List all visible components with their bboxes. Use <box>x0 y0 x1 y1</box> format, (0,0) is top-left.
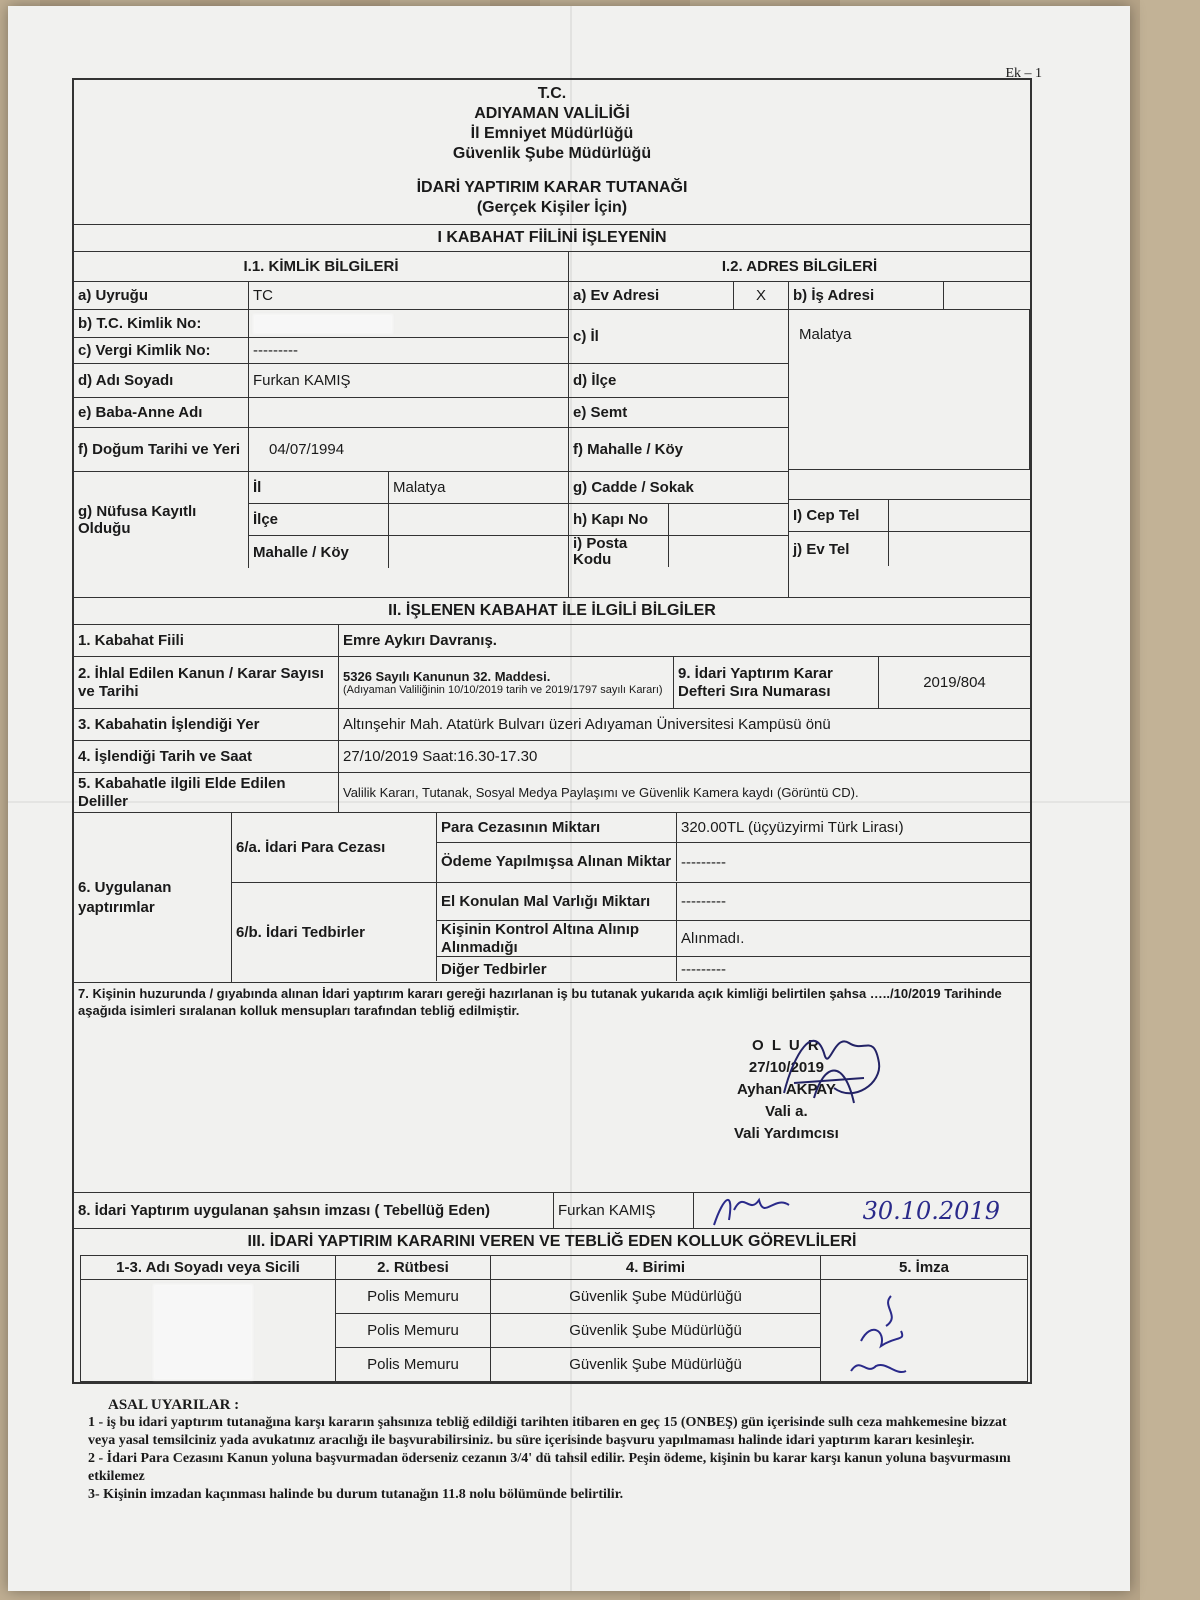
governor-signature-icon <box>754 1013 894 1123</box>
fine-amount-value: 320.00TL (üçyüzyirmi Türk Lirası) <box>681 819 904 836</box>
officer-rank: Polis Memuru <box>336 1280 491 1314</box>
place-label: 3. Kabahatin İşlendiği Yer <box>74 709 339 740</box>
table-row <box>81 1280 1028 1314</box>
officer-signature-icon <box>841 1286 931 1381</box>
warning-3: 3- Kişinin imzadan kaçınması halinde bu durum tutanağın 11.8 nolu bölümünde belirtilir. <box>88 1487 624 1502</box>
registry-mahalle-label: Mahalle / Köy <box>249 536 389 568</box>
addr-ilce-label: d) İlçe <box>573 372 617 389</box>
tc-id-label: b) T.C. Kimlik No: <box>74 310 249 337</box>
birth-value: 04/07/1994 <box>269 441 345 458</box>
officer-names <box>81 1280 336 1382</box>
offense-label: 1. Kabahat Fiili <box>74 625 339 656</box>
signee-signature-icon <box>704 1185 804 1235</box>
warnings <box>88 1396 1028 1504</box>
other-measures-value: --------- <box>681 960 726 978</box>
place-value: Altınşehir Mah. Atatürk Bulvarı üzeri Adıyaman Üniversitesi Kampüsü önü <box>343 716 831 733</box>
evidence-value: Valilik Kararı, Tutanak, Sosyal Medya Paylaşımı ve Güvenlik Kamera kaydı (Görüntü CD). <box>343 785 859 800</box>
custody-label: Kişinin Kontrol Altına Alınıp Alınmadığı <box>437 921 677 956</box>
sanctions-label: 6. Uygulanan yaptırımlar <box>74 813 232 982</box>
parents-label: e) Baba-Anne Adı <box>74 398 249 427</box>
addr-il-value: Malatya <box>789 310 1030 470</box>
signee-date: 30.10.2019 <box>862 1196 1000 1225</box>
notification-text: 7. Kişinin huzurunda / gıyabında alınan İdari yaptırım kararı gereği hazırlanan iş bu tutanak yukarıda açık kimliği belirtilen şahsa …../10/2019 Tarihinde aşağıda isimleri sıralanan kolluk mensupları tarafından tebliğ edilmiştir. <box>78 986 1002 1018</box>
officers-table <box>80 1255 1028 1382</box>
registry-il-value: Malatya <box>393 479 446 496</box>
ledger-label: 9. İdari Yaptırım Karar Defteri Sıra Numarası <box>674 657 879 708</box>
parents-value <box>249 398 568 427</box>
form-frame <box>72 78 1032 1384</box>
identity-title: I.1. KİMLİK BİLGİLERİ <box>243 258 399 275</box>
birth-label: f) Doğum Tarihi ve Yeri <box>74 428 249 471</box>
seized-value: --------- <box>681 893 726 910</box>
header-signature: 5. İmza <box>821 1256 1028 1280</box>
evidence-label: 5. Kabahatle ilgili Elde Edilen Deliller <box>74 773 339 812</box>
custody-value: Alınmadı. <box>681 930 745 947</box>
name-label: d) Adı Soyadı <box>74 364 249 397</box>
officer-unit: Güvenlik Şube Müdürlüğü <box>491 1348 821 1382</box>
tax-id-value: --------- <box>253 342 298 359</box>
officer-rank: Polis Memuru <box>336 1314 491 1348</box>
officer-rank: Polis Memuru <box>336 1348 491 1382</box>
ledger-value: 2019/804 <box>923 674 986 691</box>
seized-label: El Konulan Mal Varlığı Miktarı <box>437 883 677 920</box>
addr-mahalle-label: f) Mahalle / Köy <box>573 441 684 458</box>
signee-name: Furkan KAMIŞ <box>554 1193 694 1228</box>
header-unit: 4. Birimi <box>491 1256 821 1280</box>
paid-value: --------- <box>681 853 726 871</box>
registry-il-label: İl <box>249 472 389 503</box>
warning-1: 1 - iş bu idari yaptırım tutanağına karşı kararın şahsınıza tebliğ edildiği tarihten itibaren en geç 15 (ONBEŞ) gün içerisinde sulh ceza mahkemesine bizzat veya yasal temsilciniz yada avukatınız aracılığı ile başvurabilirsiniz. bu süre içerisinde başvuru yapılmaması halinde idari yaptırım kararı kesinleşir. <box>88 1415 1007 1448</box>
other-measures-label: Diğer Tedbirler <box>437 957 677 981</box>
datetime-value: 27/10/2019 Saat:16.30-17.30 <box>343 748 538 765</box>
addr-il-label: c) İl <box>573 328 599 345</box>
fine-label: 6/a. İdari Para Cezası <box>232 813 437 882</box>
table-header-row <box>81 1256 1028 1280</box>
home-address-label: a) Ev Adresi <box>569 282 734 309</box>
officer-unit: Güvenlik Şube Müdürlüğü <box>491 1314 821 1348</box>
form-header <box>74 80 1030 225</box>
tc-id-value <box>249 310 568 337</box>
section2-title: II. İŞLENEN KABAHAT İLE İLGİLİ BİLGİLER <box>74 598 1030 625</box>
addr-kapi-label: h) Kapı No <box>569 504 669 535</box>
approval-title: Vali Yardımcısı <box>734 1125 839 1142</box>
law-value: 5326 Sayılı Kanunun 32. Maddesi. <box>343 668 551 684</box>
document-sheet <box>8 6 1130 1591</box>
home-phone-label: j) Ev Tel <box>789 532 889 566</box>
fine-amount-label: Para Cezasının Miktarı <box>437 813 677 842</box>
header-police: İl Emniyet Müdürlüğü <box>470 125 634 142</box>
approval-name: Ayhan AKPAY <box>736 1081 836 1098</box>
warning-2: 2 - İdari Para Cezasını Kanun yoluna başvurmadan öderseniz cezanın 3/4' dü tahsil edilir. Peşin ödeme, kişinin bu karar karşı kanun yoluna başvurmasını etkilemez <box>88 1451 1011 1484</box>
addr-semt-label: e) Semt <box>573 404 628 421</box>
nationality-label: a) Uyruğu <box>74 282 249 309</box>
approval-vali: Vali a. <box>765 1103 808 1120</box>
form-title: İDARİ YAPTIRIM KARAR TUTANAĞI <box>416 179 688 196</box>
name-value: Furkan KAMIŞ <box>253 372 351 389</box>
law-label: 2. İhlal Edilen Kanun / Karar Sayısı ve Tarihi <box>74 657 339 708</box>
header-tc: T.C. <box>537 85 567 102</box>
measures-label: 6/b. İdari Tedbirler <box>232 883 437 981</box>
home-address-mark: X <box>734 282 789 309</box>
paid-label: Ödeme Yapılmışsa Alınan Miktar <box>437 843 677 881</box>
approval-olur: O L U R <box>752 1037 821 1054</box>
header-rank: 2. Rütbesi <box>336 1256 491 1280</box>
signee-label: 8. İdari Yaptırım uygulanan şahsın imzası ( Tebellüğ Eden) <box>74 1193 554 1228</box>
registry-ilce-label: İlçe <box>249 504 389 535</box>
address-title: I.2. ADRES BİLGİLERİ <box>721 258 878 275</box>
officer-signatures <box>821 1280 1028 1382</box>
mobile-phone-label: I) Cep Tel <box>789 500 889 531</box>
header-name: 1-3. Adı Soyadı veya Sicili <box>81 1256 336 1280</box>
form-subtitle: (Gerçek Kişiler İçin) <box>476 199 628 216</box>
addr-cadde-label: g) Cadde / Sokak <box>573 479 694 496</box>
header-branch: Güvenlik Şube Müdürlüğü <box>452 145 652 162</box>
annex-label: Ek – 1 <box>1005 66 1042 81</box>
section1-title: I KABAHAT FİİLİNİ İŞLEYENİN <box>74 225 1030 252</box>
warnings-title: ASAL UYARILAR : <box>108 1397 240 1413</box>
tax-id-label: c) Vergi Kimlik No: <box>74 338 249 363</box>
datetime-label: 4. İşlendiği Tarih ve Saat <box>74 741 339 772</box>
approval-date: 27/10/2019 <box>748 1059 824 1076</box>
registry-label: g) Nüfusa Kayıtlı Olduğu <box>74 472 249 568</box>
nationality-value: TC <box>253 287 273 304</box>
offense-value: Emre Aykırı Davranış. <box>343 632 497 649</box>
work-address-label: b) İş Adresi <box>789 282 944 309</box>
section3-title: III. İDARİ YAPTIRIM KARARINI VEREN VE TEBLİĞ EDEN KOLLUK GÖREVLİLERİ <box>247 1233 857 1250</box>
officer-unit: Güvenlik Şube Müdürlüğü <box>491 1280 821 1314</box>
header-governorship: ADIYAMAN VALİLİĞİ <box>474 105 630 122</box>
law-decision: (Adıyaman Valiliğinin 10/10/2019 tarih ve 2019/1797 sayılı Kararı) <box>343 683 663 696</box>
addr-posta-label: i) Posta Kodu <box>569 536 669 567</box>
